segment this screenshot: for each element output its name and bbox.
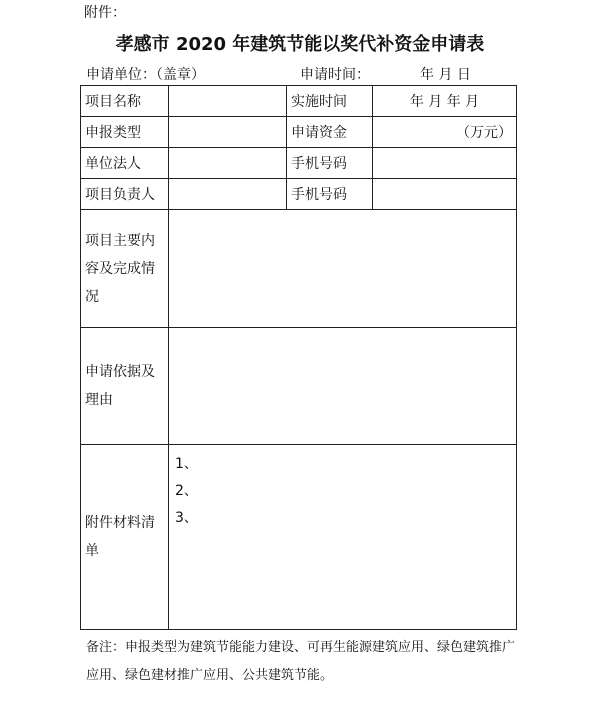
legal-person-label: 单位法人 <box>81 148 169 179</box>
report-type-field[interactable] <box>169 117 287 148</box>
attachments-field[interactable] <box>169 445 517 630</box>
applicant-unit-label: 申请单位：（盖章） <box>86 67 205 83</box>
mobile-field-2[interactable] <box>373 179 517 210</box>
attachment-item-1: 1、 <box>175 456 198 472</box>
table-row <box>81 179 517 210</box>
page-title: 孝感市 2020 年建筑节能以奖代补资金申请表 <box>115 34 485 55</box>
table-row <box>81 445 517 630</box>
project-leader-label: 项目负责人 <box>81 179 169 210</box>
mobile-label-2: 手机号码 <box>287 179 373 210</box>
apply-time-label: 申请时间： <box>300 67 370 83</box>
project-leader-field[interactable] <box>169 179 287 210</box>
basis-field[interactable] <box>169 328 517 445</box>
attachment-label: 附件： <box>84 5 126 21</box>
table-row <box>81 210 517 328</box>
apply-fund-field[interactable]: （万元） <box>373 117 517 148</box>
basis-label: 申请依据及理由 <box>81 328 169 445</box>
table-row <box>81 86 517 117</box>
apply-fund-label: 申请资金 <box>287 117 373 148</box>
attachment-item-3: 3、 <box>175 510 198 526</box>
main-content-label: 项目主要内容及完成情况 <box>81 210 169 328</box>
application-form-table <box>80 85 517 630</box>
table-row <box>81 148 517 179</box>
footnote: 备注：申报类型为建筑节能能力建设、可再生能源建筑应用、绿色建筑推广应用、绿色建材推广应用、公共建筑节能。 <box>86 640 516 683</box>
main-content-field[interactable] <box>169 210 517 328</box>
mobile-label-1: 手机号码 <box>287 148 373 179</box>
report-type-label: 申报类型 <box>81 117 169 148</box>
legal-person-field[interactable] <box>169 148 287 179</box>
impl-time-label: 实施时间 <box>287 86 373 117</box>
mobile-field-1[interactable] <box>373 148 517 179</box>
attachments-label: 附件材料清单 <box>81 445 169 630</box>
apply-time-date: 年 月 日 <box>420 67 471 83</box>
impl-time-field[interactable]: 年 月 年 月 <box>373 86 517 117</box>
attachment-item-2: 2、 <box>175 483 198 499</box>
project-name-label: 项目名称 <box>81 86 169 117</box>
project-name-field[interactable] <box>169 86 287 117</box>
table-row <box>81 328 517 445</box>
table-row <box>81 117 517 148</box>
